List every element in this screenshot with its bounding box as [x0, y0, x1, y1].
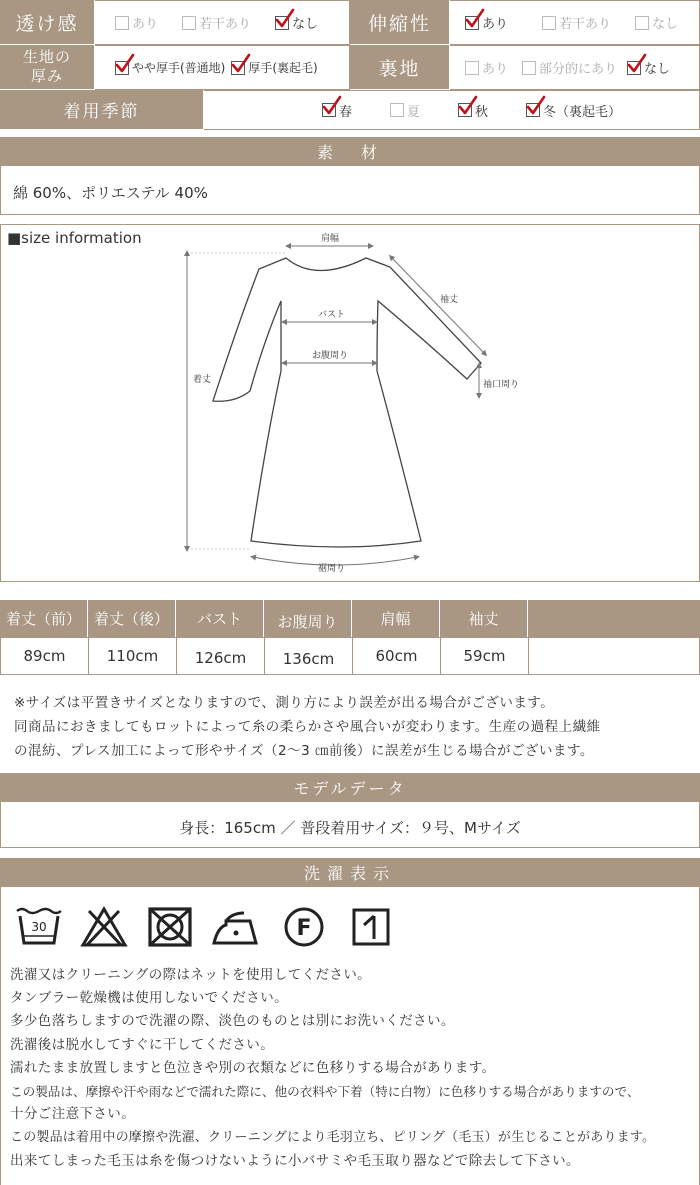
attr-row-2	[0, 45, 700, 90]
sheer-options	[95, 0, 350, 45]
checkmark-icon	[322, 96, 342, 116]
care-line: タンブラー乾燥機は使用しないでください。	[10, 990, 288, 1007]
size-table-header	[0, 600, 700, 637]
thickness-label-line1: 生地の	[22, 48, 71, 66]
size-info-heading: ■size information	[7, 229, 142, 247]
size-col-header: バスト	[176, 600, 264, 637]
season-option[interactable]: 春	[322, 101, 352, 120]
checkmark-icon	[526, 96, 546, 116]
size-col-header: 着丈（後）	[88, 600, 176, 637]
hem-label: 裾周り	[318, 564, 346, 574]
care-instructions	[10, 964, 655, 1173]
size-col-header: お腹周り	[264, 600, 352, 637]
sheer-option[interactable]: あり	[115, 13, 158, 32]
stretch-option[interactable]: 若干あり	[542, 13, 611, 32]
season-option[interactable]: 秋	[458, 101, 488, 120]
svg-text:30: 30	[31, 920, 47, 934]
season-option[interactable]: 冬（裏起毛）	[526, 101, 621, 120]
shoulder-label: 肩幅	[321, 234, 340, 244]
thickness-option[interactable]: 厚手(裏起毛)	[231, 59, 317, 76]
care-heading: 洗濯表示	[0, 858, 700, 886]
size-cell: 110cm	[89, 638, 177, 674]
size-table	[0, 600, 700, 675]
checkmark-icon	[231, 54, 251, 74]
dress-diagram	[1, 225, 699, 581]
wash-30-icon	[14, 905, 64, 949]
size-cell: 89cm	[1, 638, 89, 674]
care-line: この製品は着用中の摩擦や洗濯、クリーニングにより毛羽立ち、ピリング（毛玉）が生じることがあります。	[10, 1130, 656, 1146]
checkmark-icon	[115, 54, 135, 74]
size-cell: 59cm	[441, 638, 529, 674]
checkmark-icon	[275, 9, 295, 29]
drip-dry-icon	[348, 905, 394, 949]
checkmark-icon	[458, 96, 478, 116]
season-option[interactable]: 夏	[390, 101, 420, 120]
care-line: 十分ご注意下さい。	[10, 1106, 136, 1123]
sheer-label: 透け感	[0, 0, 95, 45]
size-cell-empty	[529, 638, 699, 674]
size-cell: 136cm	[265, 638, 353, 674]
material-heading: 素 材	[0, 137, 700, 165]
no-tumble-dry-icon	[145, 905, 195, 949]
cuff-label: 袖口周り	[483, 380, 520, 390]
lining-option[interactable]: 部分的にあり	[522, 58, 617, 77]
bust-label: バスト	[318, 310, 346, 320]
thickness-label	[0, 45, 95, 90]
size-table-row	[0, 637, 700, 675]
size-cell: 126cm	[177, 638, 265, 674]
note-line: 同商品におきましてもロットによって糸の柔らかさや風合いが変わります。生産の過程上繊維	[14, 719, 601, 735]
note-line: の混紡、プレス加工によって形やサイズ（2〜3 ㎝前後）に誤差が生じる場合がございます。	[14, 743, 594, 759]
sheer-option[interactable]: 若干あり	[182, 13, 251, 32]
season-options	[204, 90, 700, 130]
lining-option[interactable]: あり	[465, 58, 508, 77]
size-col-empty	[528, 600, 700, 637]
stretch-options	[450, 0, 700, 45]
care-line: 濡れたまま放置しますと色泣きや別の衣類などに色移りする場合があります。	[10, 1059, 496, 1076]
stretch-option[interactable]: なし	[635, 13, 678, 32]
model-text: 身長：165cm ／ 普段着用サイズ：９号、Mサイズ	[0, 801, 700, 848]
note-line: ※サイズは平置きサイズとなりますので、測り方により誤差が出る場合がございます。	[14, 695, 555, 711]
size-col-header: 着丈（前）	[0, 600, 88, 637]
care-line: 出来てしまった毛玉は糸を傷つけないように小バサミや毛玉取り器などで除去して下さい。	[10, 1152, 580, 1169]
attr-row-3	[0, 90, 700, 130]
care-line: 洗濯又はクリーニングの際はネットを使用してください。	[10, 967, 372, 983]
care-line: 洗濯後は脱水してすぐに干してください。	[10, 1036, 275, 1053]
length-label: 着丈	[193, 375, 212, 385]
dry-clean-f-icon	[280, 905, 328, 949]
thickness-options	[95, 45, 350, 90]
sleeve-label: 袖丈	[440, 295, 459, 305]
thickness-option[interactable]: やや厚手(普通地)	[115, 59, 225, 76]
iron-low-icon	[210, 905, 262, 949]
waist-label: お腹周り	[312, 351, 349, 361]
stretch-label: 伸縮性	[350, 0, 450, 45]
size-col-header: 袖丈	[440, 600, 528, 637]
care-line: この製品は、摩擦や汗や雨などで濡れた際に、他の衣料や下着（特に白物）に色移りする場合がありますので、	[10, 1084, 640, 1100]
care-line: 多少色落ちしますので洗濯の際、淡色のものとは別にお洗いください。	[10, 1013, 455, 1030]
attr-row-1	[0, 0, 700, 45]
thickness-label-line2: 厚み	[30, 67, 63, 85]
material-text: 綿 60%、ポリエステル 40%	[0, 165, 700, 215]
lining-label: 裏地	[350, 45, 450, 90]
sheer-option[interactable]: なし	[275, 13, 318, 32]
lining-options	[450, 45, 700, 90]
size-cell: 60cm	[353, 638, 441, 674]
checkmark-icon	[465, 9, 485, 29]
size-info-panel	[0, 224, 700, 582]
size-notes	[14, 691, 601, 763]
lining-option[interactable]: なし	[627, 58, 670, 77]
sleeve-arrow	[391, 257, 485, 354]
season-label: 着用季節	[0, 90, 204, 130]
checkmark-icon	[627, 54, 647, 74]
model-heading: モデルデータ	[0, 773, 700, 801]
size-col-header: 肩幅	[352, 600, 440, 637]
no-bleach-icon	[79, 905, 129, 949]
stretch-option[interactable]: あり	[465, 13, 508, 32]
svg-text:F: F	[296, 916, 312, 941]
